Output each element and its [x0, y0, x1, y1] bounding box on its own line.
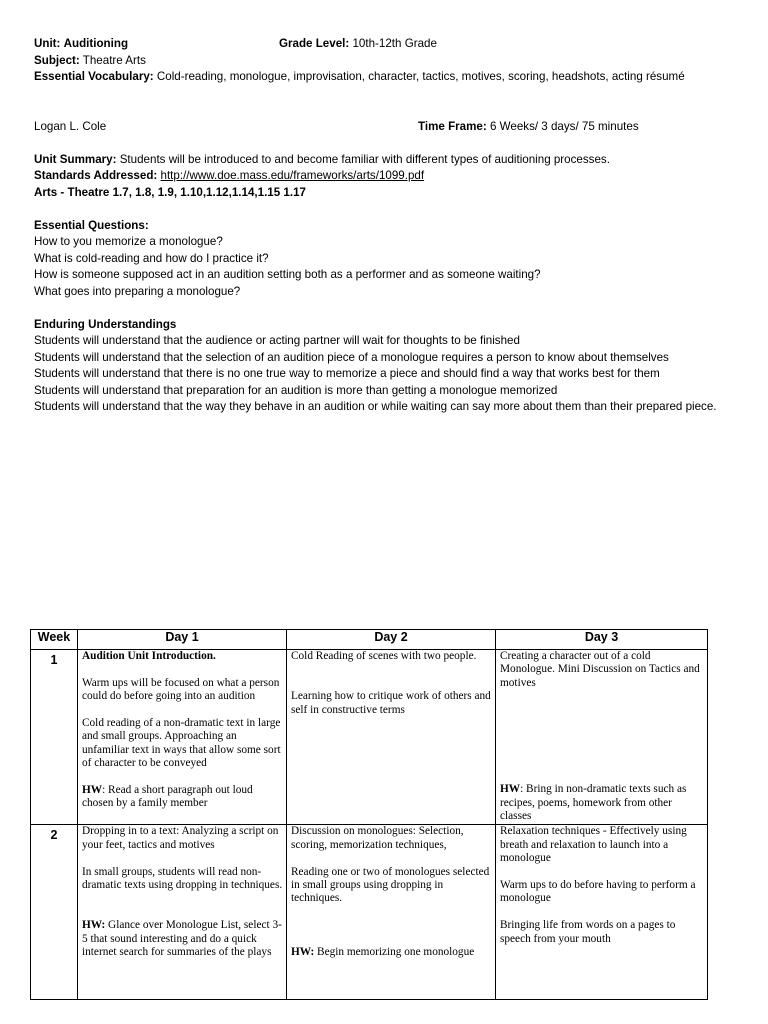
enduring-understandings-heading: Enduring Understandings	[34, 317, 177, 331]
author-name: Logan L. Cole	[34, 119, 107, 133]
summary-label: Unit Summary:	[34, 152, 117, 166]
hw-label: HW:	[291, 945, 315, 958]
weekly-schedule-table	[30, 629, 708, 1000]
essential-questions-heading: Essential Questions:	[34, 218, 149, 232]
cell-homework	[82, 784, 283, 811]
understanding-item: Students will understand that there is no one true way to memorize a piece and should find a way that works best for them	[34, 367, 660, 380]
cell-homework	[291, 946, 492, 959]
column-header-day1: Day 1	[78, 630, 287, 650]
summary-line	[34, 152, 734, 169]
cell-paragraph: In small groups, students will read non-dramatic texts using dropping in techniques.	[82, 865, 283, 892]
table-row-week-2	[31, 825, 708, 1000]
cell-paragraph: Reading one or two of monologues selected in small groups using dropping in techniques.	[291, 865, 490, 905]
cell-paragraph: Cold reading of a non-dramatic text in large and small groups. Approaching an unfamiliar text in ways that allow some sort of character to be conveyed	[82, 717, 281, 770]
understanding-item: Students will understand that the way they behave in an audition or while waiting can say more about them than their prepared piece.	[34, 400, 717, 413]
author-line	[34, 119, 734, 136]
question-item: How is someone supposed act in an audition setting both as a performer and as someone waiting?	[34, 268, 541, 281]
week2-day3-cell	[496, 825, 708, 1000]
week2-day1-cell	[78, 825, 287, 1000]
question-item: What is cold-reading and how do I practice it?	[34, 251, 269, 265]
cell-paragraph: Warm ups will be focused on what a person could do before going into an audition	[82, 676, 280, 703]
table-header-row	[31, 630, 708, 650]
column-header-week: Week	[31, 630, 78, 650]
cell-title: Audition Unit Introduction.	[82, 650, 216, 662]
subject-value: Theatre Arts	[82, 53, 146, 67]
cell-paragraph: Bringing life from words on a pages to speech from your mouth	[500, 919, 676, 945]
timeframe-label: Time Frame:	[418, 119, 487, 133]
vocab-value: Cold-reading, monologue, improvisation, character, tactics, motives, scoring, headshots, acting résumé	[156, 70, 685, 83]
week-number: 2	[31, 825, 78, 1000]
subject-label: Subject:	[34, 53, 80, 67]
standards-line	[34, 168, 734, 185]
cell-paragraph: Warm ups to do before having to perform a monologue	[500, 879, 696, 905]
grade-label: Grade Level:	[279, 37, 350, 50]
vocab-label: Essential Vocabulary:	[34, 70, 154, 83]
question-item: What goes into preparing a monologue?	[34, 284, 241, 298]
hw-text: Glance over Monologue List, select 3-5 that sound interesting and do a quick internet search for summaries of the plays	[82, 919, 282, 959]
week1-day2-cell	[287, 650, 496, 825]
understanding-item: Students will understand that preparation for an audition is more than getting a monologue memorized	[34, 383, 558, 397]
cell-paragraph: Dropping in to a text: Analyzing a script on your feet, tactics and motives	[82, 825, 279, 851]
week-number: 1	[31, 650, 78, 825]
summary-value: Students will be introduced to and become familiar with different types of auditioning processes.	[119, 152, 610, 166]
cell-homework	[82, 919, 283, 959]
week1-day1-cell	[78, 650, 287, 825]
cell-paragraph: Cold Reading of scenes with two people.	[291, 650, 477, 662]
unit-label: Unit:	[34, 37, 61, 50]
hw-label: HW:	[82, 919, 106, 932]
vocabulary-line	[34, 69, 734, 86]
cell-paragraph: Discussion on monologues: Selection, scoring, memorization techniques,	[291, 825, 464, 851]
unit-value: Auditioning	[63, 37, 129, 50]
standards-link[interactable]: http://www.doe.mass.edu/frameworks/arts/1099.pdf	[160, 169, 425, 182]
table-row-week-1	[31, 650, 708, 825]
cell-paragraph: Relaxation techniques - Effectively using breath and relaxation to launch into a monologue	[500, 825, 687, 865]
cell-paragraph: Creating a character out of a cold Monologue. Mini Discussion on Tactics and motives	[500, 650, 700, 689]
subject-line	[34, 53, 734, 70]
hw-text: : Read a short paragraph out loud chosen by a family member	[82, 784, 253, 810]
time-frame	[418, 119, 639, 136]
unit-line	[34, 36, 734, 53]
column-header-day2: Day 2	[287, 630, 496, 650]
hw-label: HW	[500, 783, 521, 796]
hw-label: HW	[82, 784, 103, 797]
arts-standards-line: Arts - Theatre 1.7, 1.8, 1.9, 1.10,1.12,1.14,1.15 1.17	[34, 185, 306, 199]
standards-label: Standards Addressed:	[34, 169, 158, 182]
lesson-plan-document	[34, 36, 734, 416]
week1-day3-cell	[496, 650, 708, 825]
question-item: How to you memorize a monologue?	[34, 235, 223, 248]
column-header-day3: Day 3	[496, 630, 708, 650]
understanding-item: Students will understand that the audience or acting partner will wait for thoughts to be finished	[34, 334, 520, 347]
grade-level	[279, 36, 437, 53]
hw-text: Begin memorizing one monologue	[314, 945, 475, 958]
hw-text: : Bring in non-dramatic texts such as recipes, poems, homework from other classes	[500, 783, 687, 823]
cell-homework	[500, 783, 704, 823]
week2-day2-cell	[287, 825, 496, 1000]
grade-value: 10th-12th Grade	[352, 37, 437, 50]
cell-paragraph: Learning how to critique work of others and self in constructive terms	[291, 690, 491, 716]
timeframe-value: 6 Weeks/ 3 days/ 75 minutes	[489, 119, 639, 133]
understanding-item: Students will understand that the selection of an audition piece of a monologue requires a person to know about themselves	[34, 350, 669, 364]
